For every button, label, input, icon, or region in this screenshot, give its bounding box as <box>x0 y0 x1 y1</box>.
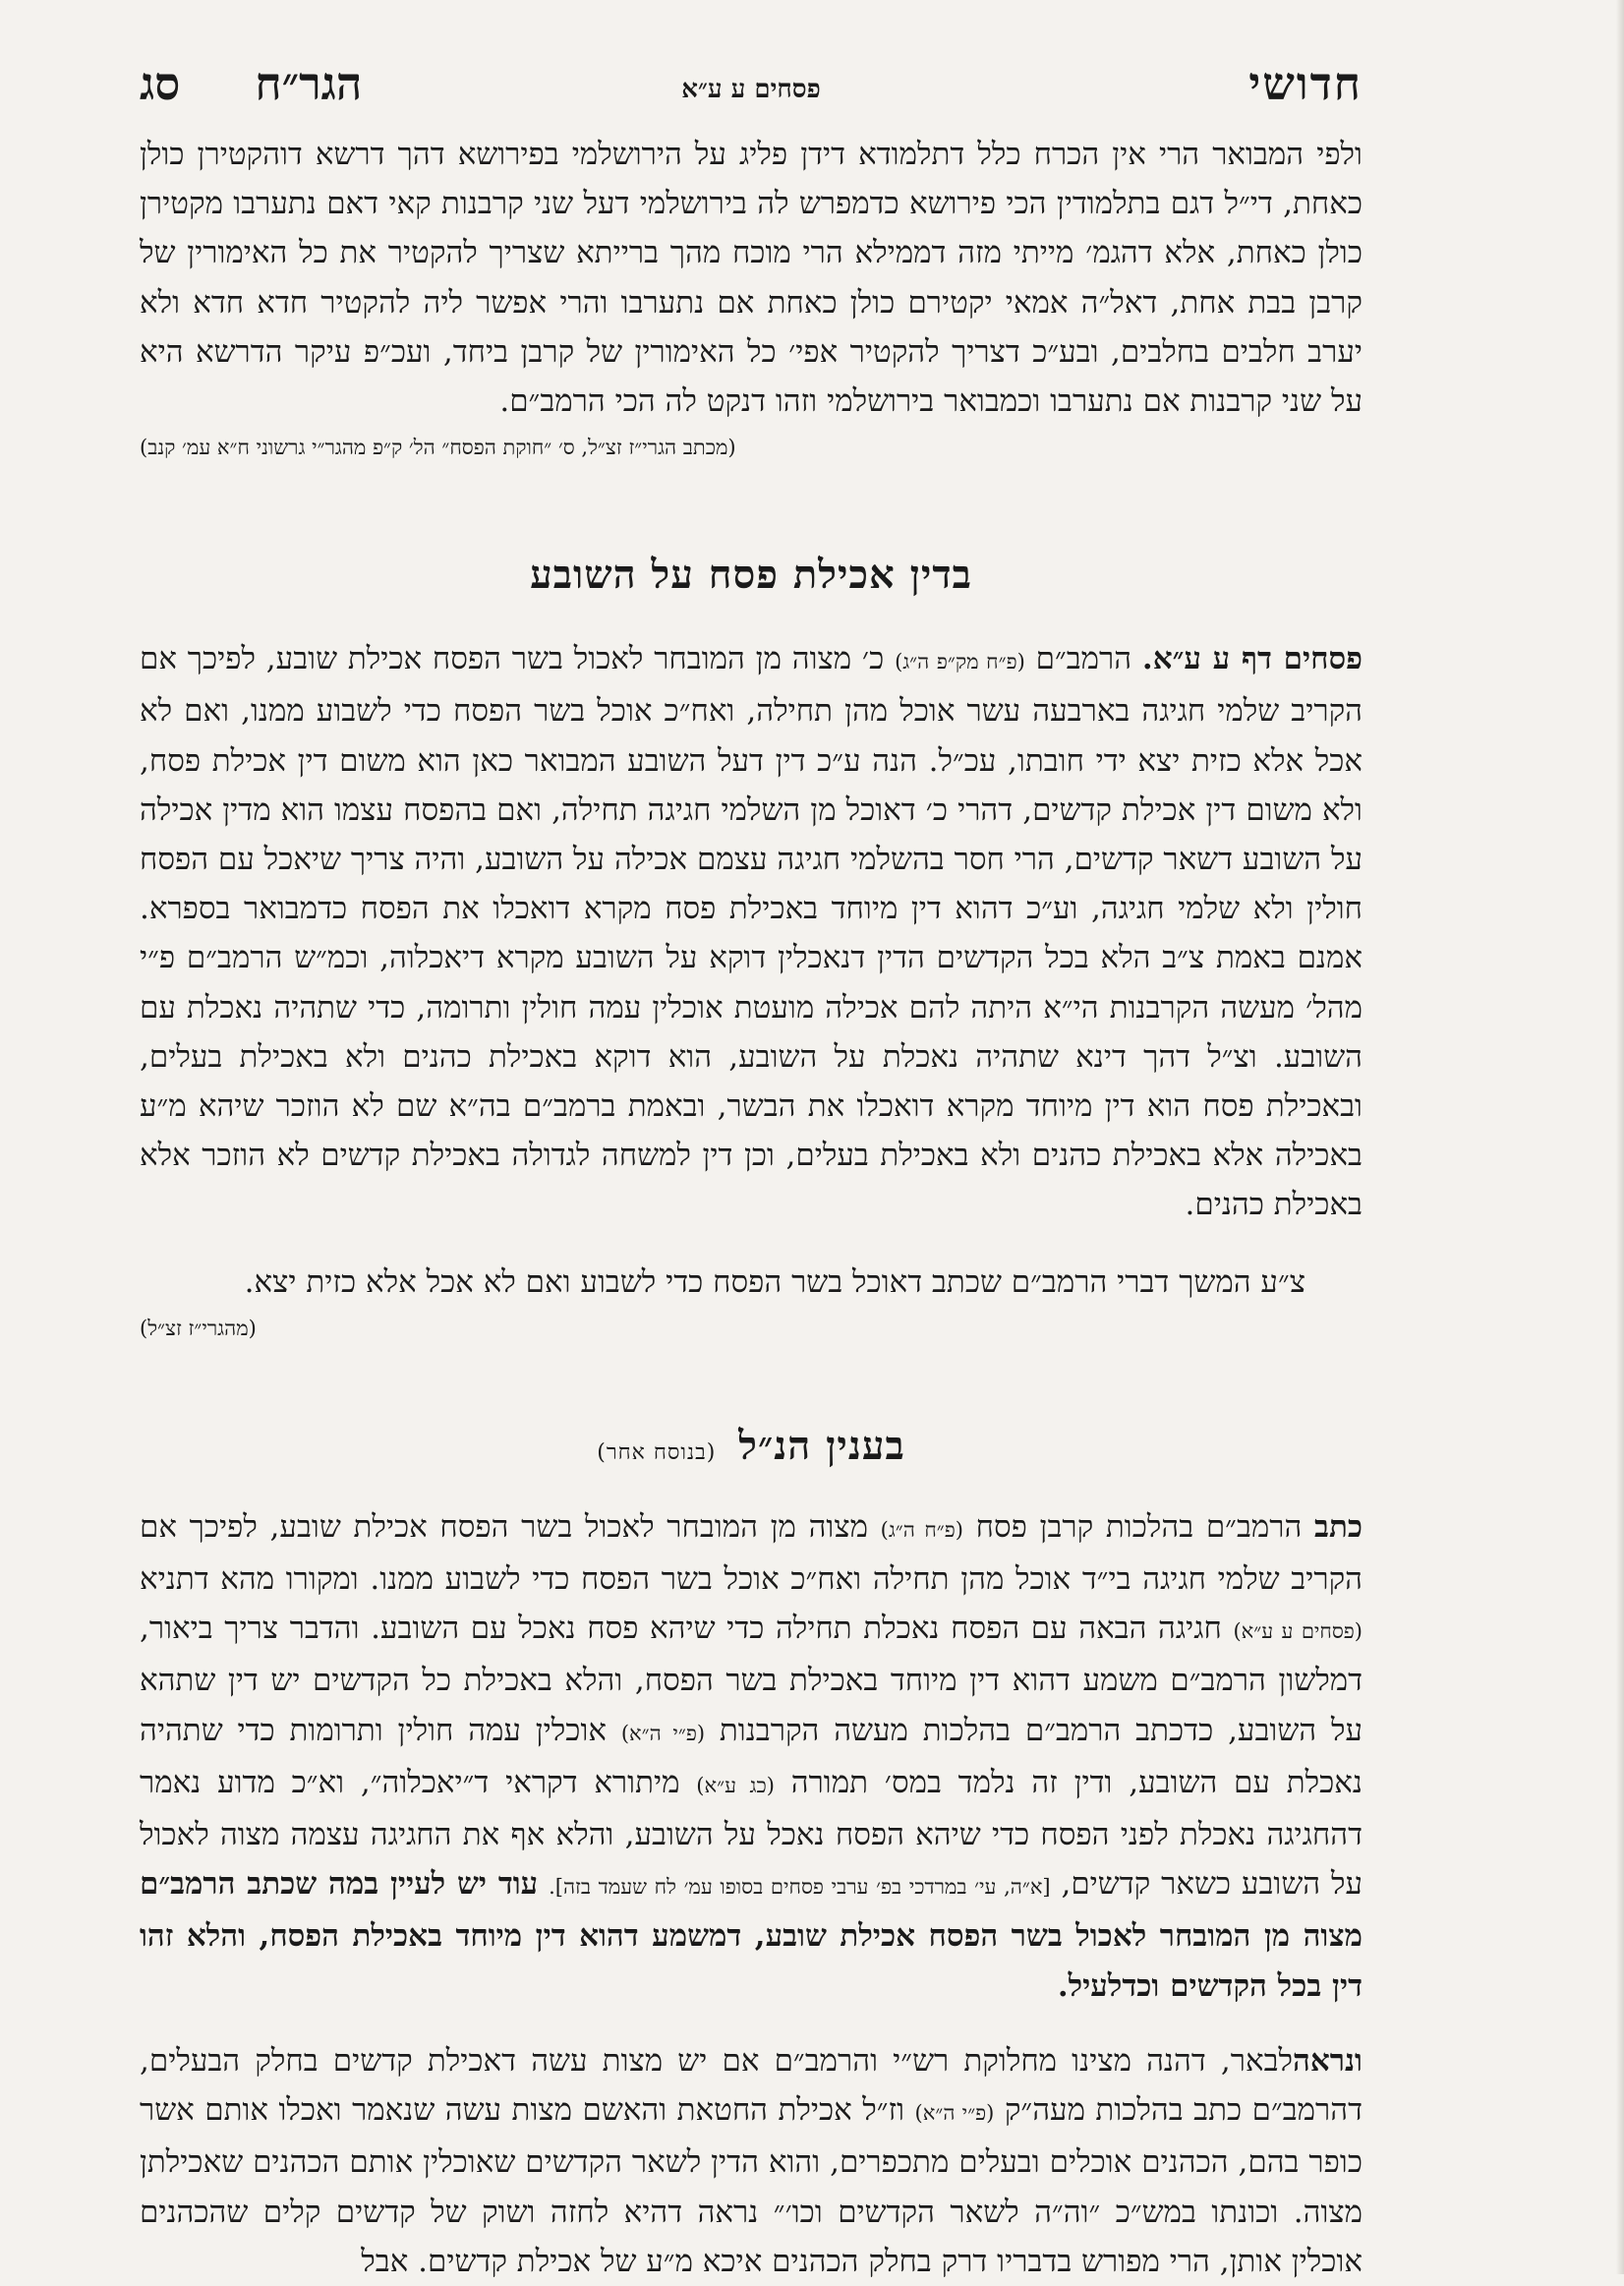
intro-paragraph: ולפי המבואר הרי אין הכרח כלל דתלמודא דידן פליג על הירושלמי בפירושא דהך דרשא דוהקטירן כולן כאחת, די״ל דגם בתלמודין הכי פירושא כדמפרש לה בירושלמי דעל שני קרבנות קאי דאם נתערבו מקטירן כולן כאחת, אלא דהגמ׳ מייתי מזה דממילא הרי מוכח מהך ברייתא שצריך להקטיר את כל האימורין של קרבן בבת אחת, דאל״ה אמאי יקטירם כולן כאחת אם נתערבו והרי אפשר ליה להקטיר חדא חדא ולא יערב חלבים בחלבים, ובע״כ דצריך להקטיר אפי׳ כל האימורין של קרבן ביחד, ועכ״פ עיקר הדרשא היא על שני קרבנות אם נתערבו וכמבואר בירושלמי וזהו דנקט לה הכי הרמב״ם. <box>140 137 1363 420</box>
header-title-left: הגר״ח <box>255 57 363 110</box>
section1-paragraph-2: צ״ע המשך דברי הרמב״ם שכתב דאוכל בשר הפסח כדי לשבוע ואם לא אכל אלא כזית יצא. <box>244 1263 1305 1300</box>
section-heading-1: בדין אכילת פסח על השובע <box>530 552 972 599</box>
section2-paragraph-2: ונראהלבאר, דהנה מצינו מחלוקת רש״י והרמב״ם אם יש מצות עשה דאכילת קדשים בחלק הבעלים, דהרמב״ם כתב בהלכות מעה״ק (פ״י ה״א) וז״ל אכילת החטאת והאשם מצות עשה שנאמר ואכלו אותם אשר כופר בהם, הכהנים אוכלים ובעלים מתכפרים, והוא הדין לשאר הקדשים שאוכלין אותם הכהנים שאכילתן מצוה. וכונתו במש״כ ״וה״ה לשאר הקדשים וכו׳״ נראה דהיא לחזה ושוק של קדשים קלים שהכהנים אוכלין אותן, הרי מפורש בדבריו דרק בחלק הכהנים איכא מ״ע של אכילת קדשים. אבל <box>140 2042 1363 2279</box>
header-title-center: פסחים ע ע״א <box>681 75 821 104</box>
page-number: סג <box>140 57 181 110</box>
header-left <box>140 57 362 110</box>
running-header <box>140 57 1363 116</box>
section2-lead-2: ונראה <box>1293 2042 1363 2079</box>
heading-note: (בנוסח אחר) <box>597 1439 717 1465</box>
section1-source-note: (מהגרי״ז זצ״ל) <box>140 1316 257 1340</box>
intro-source-note: (מכתב הגרי״ז זצ״ל, ס׳ ״חוקת הפסח״ הל׳ ק״פ מהגר״י גרשוני ח״א עמ׳ קנב) <box>140 436 736 460</box>
section1-lead: פסחים דף ע ע״א. <box>1141 641 1363 677</box>
section1-paragraph: פסחים דף ע ע״א. הרמב״ם (פ״ח מק״פ ה״ג) כ׳ מצוה מן המובחר לאכול בשר הפסח אכילת שובע, לפיכך אם הקריב שלמי חגיגה בארבעה עשר אוכל מהן תחילה, ואח״כ אוכל בשר הפסח כדי לשבוע ממנו, ואם לא אכל אלא כזית יצא ידי חובתו, עכ״ל. הנה ע״כ דין דעל השובע המבואר כאן הוא משום דין אכילת פסח, ולא משום דין אכילת קדשים, דהרי כ׳ דאוכל מן השלמי חגיגה תחילה, ואם בהפסח עצמו הוא מדין אכילה על השובע דשאר קדשים, הרי חסר בהשלמי חגיגה עצמם אכילה על השובע, והיה צריך שיאכל עם הפסח חולין ולא שלמי חגיגה, וע״כ דהוא דין מיוחד באכילת פסח מקרא דואכלו את הפסח כדמבואר בספרא. אמנם באמת צ״ב הלא בכל הקדשים הדין דנאכלין דוקא על השובע מקרא דיאכלוה, וכמ״ש הרמב״ם פ״י מהל׳ מעשה הקרבנות הי״א היתה להם אכילה מועטת אוכלין עמה חולין ותרומה, כדי שתהיה נאכלת עם השובע. וצ״ל דהך דינא שתהיה נאכלת על השובע, הוא דוקא באכילת כהנים ולא באכילת בעלים, ובאכילת פסח הוא דין מיוחד מקרא דואכלו את הבשר, ובאמת ברמב״ם בה״א שם לא הוזכר שיהא מ״ע באכילה אלא באכילת כהנים ולא באכילת בעלים, וכן דין למשחה לגדולה באכילת קדשים לא הוזכר אלא באכילת כהנים. <box>140 641 1363 1223</box>
page-binding-shadow <box>1616 0 1624 2274</box>
section2-paragraph-1: כתב הרמב״ם בהלכות קרבן פסח (פ״ח ה״ג) מצוה מן המובחר לאכול בשר הפסח אכילת שובע, לפיכך אם הקריב שלמי חגיגה בי״ד אוכל מהן תחילה ואח״כ אוכל בשר הפסח כדי לשבוע ממנו. ומקורו מהא דתניא (פסחים ע ע״א) חגיגה הבאה עם הפסח נאכלת תחילה כדי שיהא פסח נאכל עם השובע. והדבר צריך ביאור, דמלשון הרמב״ם משמע דהוא דין מיוחד באכילת בשר הפסח, והלא באכילת כל הקדשים יש דין שתהא על השובע, כדכתב הרמב״ם בהלכות מעשה הקרבנות (פ״י ה״א) אוכלין עמה חולין ותרומות כדי שתהיה נאכלת עם השובע, ודין זה נלמד במס׳ תמורה (כג ע״א) מיתורא דקראי ד״יאכלוה״, וא״כ מדוע נאמר דהחגיגה נאכלת לפני הפסח כדי שיהא הפסח נאכל על השובע, והלא אף את החגיגה עצמה מצוה לאכול על השובע כשאר קדשים, [א״ה, עי׳ במרדכי בפ׳ ערבי פסחים בסופו עמ׳ לח שעמד בזה]. עוד יש לעיין במה שכתב הרמב״ם מצוה מן המובחר לאכול בשר הפסח אכילת שובע, דמשמע דהוא דין מיוחד באכילת הפסח, והלא זהו דין בכל הקדשים וכדלעיל. <box>140 1508 1363 2004</box>
section2-lead: כתב <box>1314 1508 1363 1545</box>
text-column <box>140 130 1363 2286</box>
section1-ref: (פ״ח מק״פ ה״ג) <box>895 650 1025 674</box>
section-heading-2: בענין הנ״ל (בנוסח אחר) <box>597 1422 905 1469</box>
header-title-right: חדושי <box>1248 57 1363 110</box>
